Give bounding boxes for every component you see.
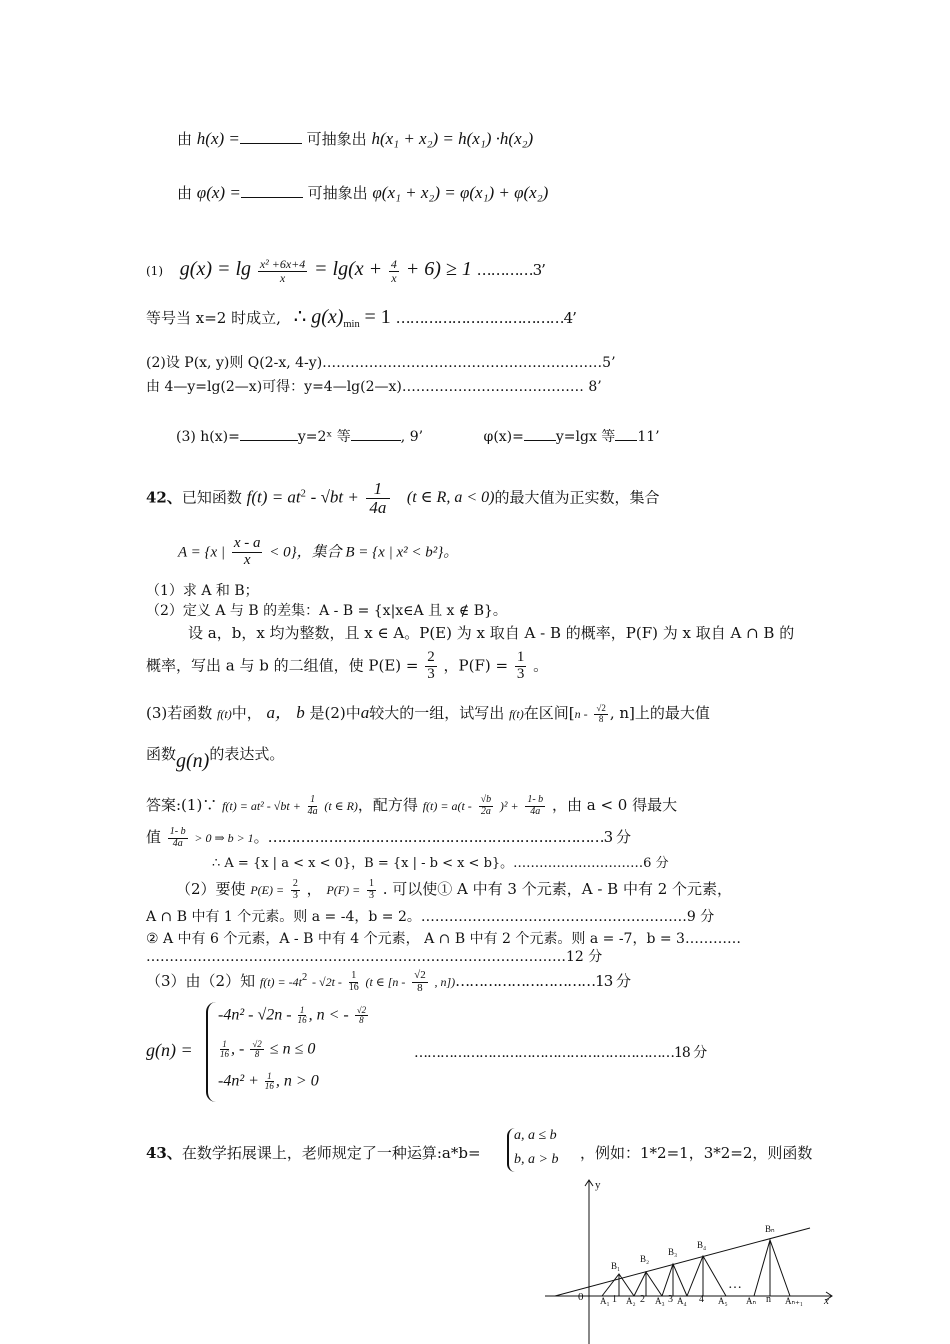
blank (240, 143, 302, 144)
ans-2d: ………………………………………………………………………………12 分 (146, 949, 603, 965)
math: > 0 ⇒ b > 1 (194, 831, 254, 845)
score-mark: 。………………………………………………………………3 分 (253, 828, 630, 846)
p43-stem (146, 1142, 481, 1163)
math: f(t) = -4t (259, 975, 302, 990)
ans-1b (146, 826, 630, 849)
min-sub: min (343, 319, 360, 330)
a-label: A₁ (600, 1296, 610, 1306)
p42-stem (146, 480, 659, 517)
b-label: Bₙ (765, 1224, 775, 1234)
ans-1c: ∴ A = {x | a < x < 0}，B = {x | - b < x < b}。…………………………6 分 (212, 856, 669, 871)
p41-step1b (146, 304, 576, 330)
h-rule: h(x₁ + x₂) = h(x₁) ·h(x₂) (371, 129, 534, 148)
a-b: a， b (266, 703, 305, 722)
fraction: $\frac{1}{4a}$ (307, 794, 318, 817)
a-label: A₅ (718, 1296, 728, 1306)
ellipsis: … (728, 1277, 742, 1292)
abstract-phi-line (177, 182, 548, 203)
math: , n < - (308, 1006, 349, 1024)
b-label: B₁ (611, 1261, 621, 1271)
graph (540, 1176, 840, 1344)
text: . 可以使① A 中有 3 个元素，A - B 中有 2 个元素， (382, 880, 733, 898)
g-expr2: = lg(x + (314, 258, 383, 281)
a: a (360, 703, 370, 722)
case-1 (218, 1006, 370, 1026)
op-case-2: b, a > b (514, 1152, 559, 1167)
a-label: 3 (668, 1294, 673, 1305)
y-lgx: y=lgx 等 (555, 429, 616, 445)
h-blank-label: (3) h(x)= (176, 429, 240, 445)
op-case-1: a, a ≤ b (514, 1128, 557, 1143)
g-min: g(x) (311, 306, 344, 328)
equality-text: 等号当 x=2 时成立, (146, 309, 281, 327)
p42-q2: （2）定义 A 与 B 的差集：A - B = {x|x∈A 且 x ∉ B}。 (146, 603, 507, 619)
condition: (t ∈ R) (324, 799, 358, 813)
blank (241, 197, 303, 198)
fraction: $\frac{4}{x}$ (390, 257, 397, 285)
score-mark: ……………………………………………………18 分 (414, 1045, 707, 1061)
condition: (t ∈ R, a < 0) (406, 489, 495, 507)
a-label: Aₙ (746, 1296, 757, 1306)
score-mark: …………………………13 分 (455, 972, 631, 991)
text: ，由 a < 0 得最大 (551, 796, 678, 814)
fraction: $\frac{1}{3}$ (516, 649, 525, 682)
a-label: A₂ (626, 1296, 636, 1306)
p42-q3b (146, 742, 285, 772)
p41-step2-line1: (2)设 P(x, y)则 Q(2-x, 4-y)……………………………………………………5’ (146, 355, 616, 371)
b-label: B₄ (697, 1240, 707, 1250)
text: 中， (231, 704, 262, 722)
p41-step1 (146, 258, 545, 284)
fraction: $\frac{x - a}{x}$ (233, 535, 261, 568)
case-2 (218, 1040, 315, 1060)
q3-text: (3)若函数 (146, 704, 213, 722)
abstract-h-line (177, 128, 533, 149)
origin-label: 0 (578, 1291, 584, 1303)
brace (206, 1002, 216, 1102)
case-3 (218, 1072, 319, 1092)
p41-step3 (176, 426, 660, 446)
g-expr: g(x) = lg (179, 258, 252, 281)
text-you: 由 (177, 130, 193, 148)
q2c-mid: ，P(F) = (443, 656, 509, 675)
blank (240, 440, 298, 441)
ans-3 (146, 970, 630, 994)
ans-2 (176, 878, 732, 901)
text: ， (306, 880, 322, 898)
text: 值 (146, 828, 162, 846)
set-a: A = {x | (178, 544, 226, 561)
a-label: 1 (612, 1294, 617, 1305)
fraction: $\frac{1}{16}$ (220, 1039, 229, 1060)
a-label: Aₙ₊₁ (785, 1296, 803, 1306)
tail-text: 的最大值为正实数，集合 (494, 488, 660, 507)
x-label: x (824, 1295, 829, 1307)
pf: P(F) = (326, 883, 361, 897)
g-n: g(n) (176, 750, 210, 772)
problem-number: 43、 (146, 1144, 182, 1162)
a-label: A₄ (677, 1296, 687, 1306)
n: n - (574, 707, 588, 721)
text: , n]上的最大值 (609, 704, 710, 722)
triangle-3 (662, 1264, 687, 1296)
fraction: $\frac{√2}{8}$ (356, 1005, 367, 1026)
f-t: f(t) (217, 707, 232, 721)
sqrt-term: - √bt + (310, 487, 359, 507)
fraction: $\frac{√2}{8}$ (414, 969, 426, 994)
math: -4n² + (218, 1072, 259, 1090)
answer-label: 答案:(1)∵ (146, 796, 218, 814)
text: （2）要使 (176, 880, 246, 898)
f-expr: f(t) = at (246, 487, 301, 507)
text-can-abstract: 可抽象出 (307, 184, 368, 202)
score-mark: ………………………………4’ (395, 309, 576, 327)
p43-text: 在数学拓展课上，老师规定了一种运算:a*b= (181, 1144, 481, 1162)
text: （3）由（2）知 (146, 972, 256, 991)
phi-rule: φ(x₁ + x₂) = φ(x₁) + φ(x₂) (372, 183, 549, 202)
triangle-1 (602, 1274, 634, 1296)
p42-q3 (146, 698, 710, 724)
score-9: , 9’ (400, 429, 424, 445)
b-label: B₃ (668, 1247, 678, 1257)
q2c-text: 概率，写出 a 与 b 的二组值，使 P(E) = (146, 656, 419, 675)
fraction: $\frac{√2}{8}$ (596, 703, 606, 724)
a-label: 4 (699, 1294, 704, 1305)
blank (524, 440, 556, 441)
blank (615, 440, 637, 441)
fraction: $\frac{1}{16}$ (348, 970, 359, 993)
fraction: $\frac{\text{x² +6x+4}}{x}$ (259, 257, 306, 285)
blank (351, 440, 401, 441)
fraction: $\frac{1}{4a}$ (366, 480, 391, 517)
therefore-symbol: ∴ (293, 304, 307, 328)
p42-q2b: 设 a，b，x 均为整数，且 x ∈ A。P(E) 为 x 取自 A - B 的概率，P(F) 为 x 取自 A ∩ B 的 (188, 624, 795, 642)
square: 2 (301, 972, 308, 984)
p41-step2-line2: 由 4—y=lg(2—x)可得：y=4—lg(2—x)………………………………… 8’ (146, 379, 602, 395)
fraction: $\frac{2}{3}$ (292, 878, 298, 901)
intro: 已知函数 (181, 488, 242, 507)
problem-number: 42、 (146, 488, 182, 507)
fraction: $\frac{√2}{8}$ (252, 1039, 262, 1060)
math: , n > 0 (275, 1072, 319, 1090)
p43-tail: ，例如：1*2=1，3*2=2，则函数 (580, 1144, 813, 1162)
g-n-lhs: g(n) = (146, 1040, 193, 1060)
pe: P(E) = (250, 883, 285, 897)
triangle-2 (634, 1272, 662, 1296)
text: 函数 (146, 745, 177, 763)
ans-1 (146, 794, 677, 817)
fraction: $\frac{1}{16}$ (297, 1005, 307, 1026)
a-label: n (766, 1294, 771, 1305)
triangle-n (754, 1240, 790, 1296)
math: , - (231, 1040, 245, 1058)
text: 的表达式。 (209, 745, 285, 763)
math: - √2t - (312, 975, 342, 990)
p42-q2c (146, 650, 548, 683)
b-label: B₂ (640, 1254, 650, 1264)
fraction: $\frac{2}{3}$ (427, 649, 435, 682)
phi-blank-label: φ(x)= (483, 429, 524, 445)
text: 是(2)中 (309, 704, 361, 722)
f-t: f(t) (509, 707, 524, 721)
ans-2b: A ∩ B 中有 1 个元素。则 a = -4，b = 2。…………………………………………………9 分 (146, 909, 715, 925)
a-label: A₃ (655, 1296, 665, 1306)
f-expr: f(t) = at² - √bt + (222, 799, 301, 813)
g-min-value: = 1 (364, 306, 391, 328)
text: ，配方得 (357, 796, 418, 814)
score-mark: …………3’ (476, 261, 545, 280)
math: )² + (499, 799, 519, 813)
score-11: 11’ (637, 429, 660, 445)
math: -4n² - √2n - (218, 1006, 292, 1024)
text: 在区间[ (523, 704, 575, 722)
p42-sets (178, 536, 458, 569)
g-expr3: + 6) ≥ 1 (405, 258, 472, 281)
fraction: $\frac{1- b}{4a}$ (169, 826, 186, 849)
a-label: 2 (640, 1294, 645, 1305)
math: ≤ n ≤ 0 (269, 1040, 316, 1058)
h-lhs: h(x) = (196, 129, 240, 148)
phi-lhs: φ(x) = (196, 183, 241, 202)
p42-q1: （1）求 A 和 B； (146, 583, 259, 599)
fraction: $\frac{1- b}{4a}$ (527, 794, 544, 817)
ans-2c: ② A 中有 6 个元素，A - B 中有 4 个元素， A ∩ B 中有 2 个元素。则 a = -7，b = 3………… (146, 931, 741, 947)
complete-square: f(t) = a(t - (422, 799, 472, 813)
fraction: $\frac{1}{3}$ (368, 878, 374, 901)
math: (t ∈ [n - (365, 975, 406, 990)
text-can-abstract: 可抽象出 (306, 130, 367, 148)
set-b: < 0}，集合 B = {x | x² < b²}。 (269, 544, 459, 561)
math: , n]) (434, 975, 456, 990)
step-label: (1) (146, 264, 163, 279)
text: 较大的一组，试写出 (369, 704, 505, 722)
square: 2 (300, 488, 306, 500)
text-you: 由 (177, 184, 193, 202)
y-2x: y=2ˣ 等 (297, 429, 351, 445)
fraction: $\frac{√b}{2a}$ (480, 794, 492, 817)
y-label: y (595, 1179, 601, 1191)
triangle-4 (687, 1256, 726, 1296)
period: 。 (533, 656, 549, 675)
fraction: $\frac{1}{16}$ (264, 1071, 274, 1092)
